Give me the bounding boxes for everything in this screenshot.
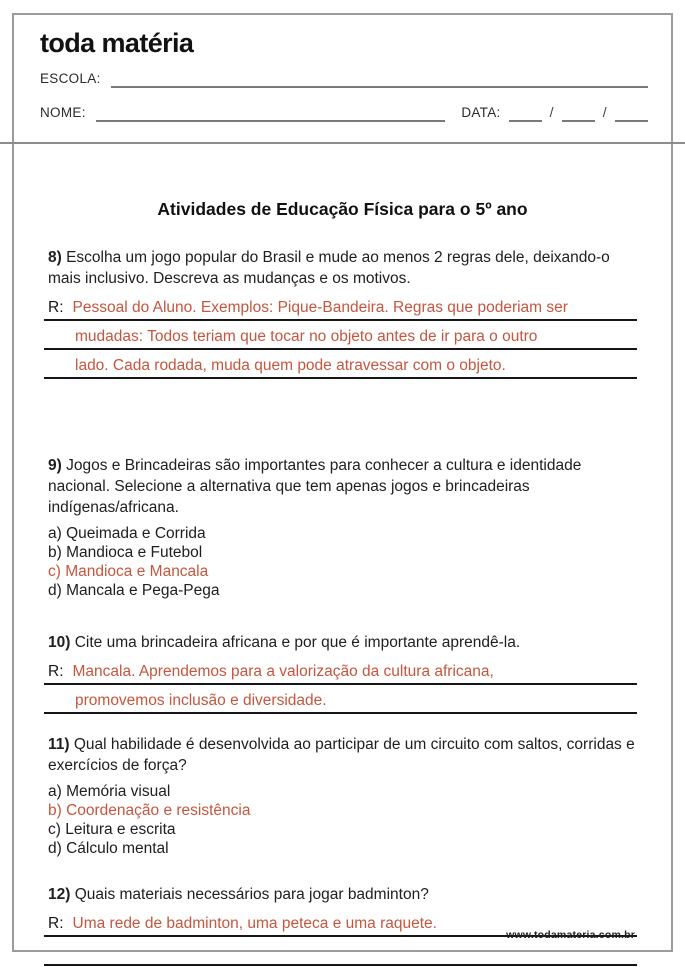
worksheet-page	[12, 13, 673, 952]
option-item: b) Mandioca e Futebol	[48, 544, 203, 561]
option-item: c) Leitura e escrita	[48, 821, 176, 838]
answer-line	[44, 321, 637, 350]
option-item: d) Mancala e Pega-Pega	[48, 582, 220, 599]
answer-line	[44, 656, 637, 685]
answer-text: Pessoal do Aluno. Exemplos: Pique-Bandeira. Regras que poderiam ser	[72, 299, 568, 316]
name-field-row	[40, 104, 648, 120]
worksheet-title: Atividades de Educação Física para o 5º ano	[157, 199, 528, 219]
answer-text: mudadas: Todos teriam que tocar no objeto antes de ir para o outro	[75, 328, 538, 345]
date-month-blank	[562, 120, 595, 122]
answer-text: promovemos inclusão e diversidade.	[75, 692, 327, 709]
question-block	[48, 455, 637, 600]
question-block	[48, 632, 637, 714]
answer-block	[44, 292, 637, 379]
date-year-blank	[615, 120, 648, 122]
name-blank-line	[96, 120, 446, 122]
question-block	[48, 247, 637, 379]
answer-block	[44, 656, 637, 714]
options-list	[48, 782, 637, 858]
answer-line	[44, 937, 637, 966]
question-number: 11)	[48, 736, 74, 753]
answer-text: Uma rede de badminton, uma peteca e uma raquete.	[72, 915, 437, 932]
answer-line	[44, 350, 637, 379]
question-text: 10) Cite uma brincadeira africana e por que é importante aprendê-la.	[48, 634, 521, 651]
option-item: d) Cálculo mental	[48, 840, 169, 857]
answer-prefix: R:	[48, 915, 64, 932]
question-number: 12)	[48, 886, 75, 903]
header-divider	[0, 142, 685, 144]
question-text: 8) Escolha um jogo popular do Brasil e mude ao menos 2 regras dele, deixando-o mais inclusivo. Descreva as mudanças e os motivos.	[48, 249, 610, 287]
option-item-correct: b) Coordenação e resistência	[48, 802, 251, 819]
toda-materia-logo: toda matéria	[40, 28, 194, 58]
question-text: 11) Qual habilidade é desenvolvida ao participar de um circuito com saltos, corridas e exercícios de força?	[48, 736, 635, 774]
question-number: 10)	[48, 634, 75, 651]
answer-text: Mancala. Aprendemos para a valorização da cultura africana,	[72, 663, 494, 680]
footer-url: www.todamateria.com.br	[506, 929, 635, 941]
answer-prefix: R:	[48, 663, 64, 680]
school-field-row	[40, 71, 648, 86]
option-item-correct: c) Mandioca e Mancala	[48, 563, 209, 580]
question-block	[48, 734, 637, 858]
option-item: a) Memória visual	[48, 783, 171, 800]
date-separator: /	[602, 104, 607, 120]
answer-prefix: R:	[48, 299, 64, 316]
answer-line	[44, 685, 637, 714]
options-list	[48, 524, 637, 600]
school-blank-line	[111, 86, 648, 88]
date-label: DATA:	[461, 105, 501, 120]
question-block	[48, 884, 637, 966]
question-number: 8)	[48, 249, 67, 266]
question-text: 9) Jogos e Brincadeiras são importantes para conhecer a cultura e identidade nacional. Selecione a alternativa que tem apenas jogos e brincadeiras indígenas/africana.	[48, 457, 582, 516]
worksheet-body	[48, 157, 637, 966]
school-label: ESCOLA:	[40, 71, 101, 86]
name-label: NOME:	[40, 105, 86, 120]
question-number: 9)	[48, 457, 67, 474]
date-day-blank	[509, 120, 542, 122]
option-item: a) Queimada e Corrida	[48, 525, 206, 542]
answer-line	[44, 292, 637, 321]
date-separator: /	[549, 104, 554, 120]
answer-text: lado. Cada rodada, muda quem pode atravessar com o objeto.	[75, 357, 506, 374]
question-text: 12) Quais materiais necessários para jogar badminton?	[48, 886, 429, 903]
questions-list	[48, 247, 637, 966]
